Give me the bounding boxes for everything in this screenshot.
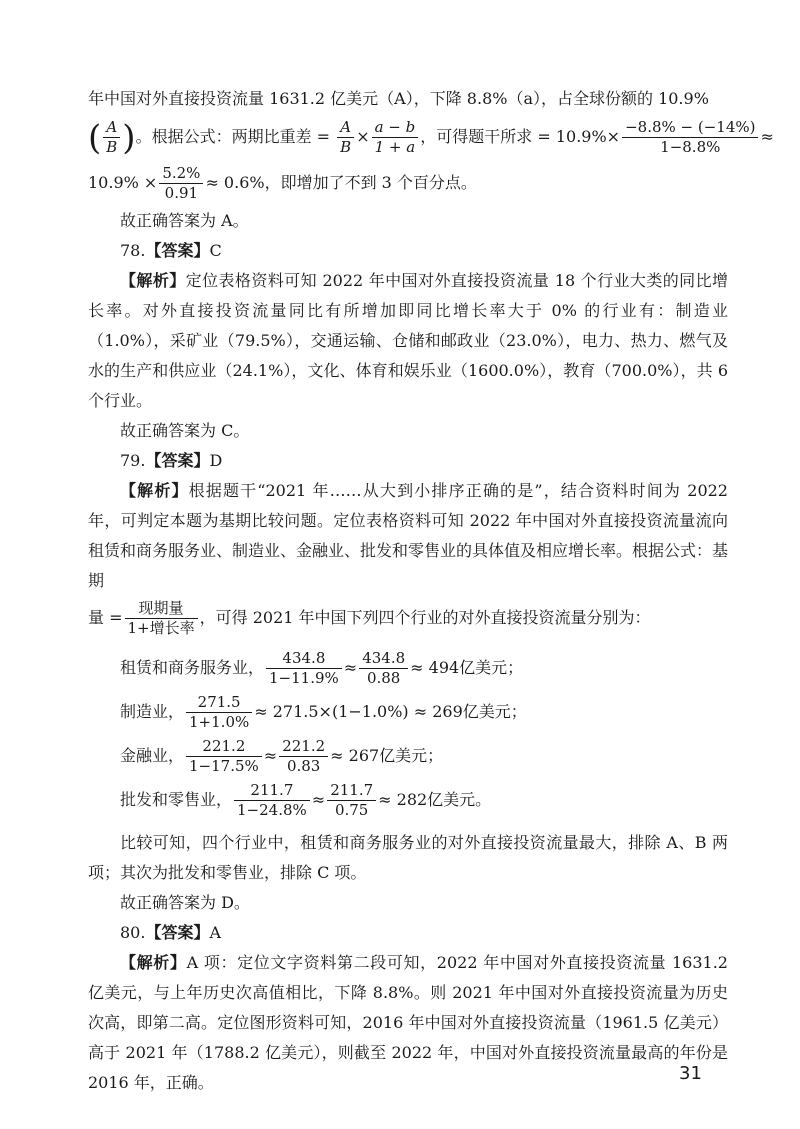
intro-l2-end: ≈ [760,127,774,146]
q79-answer: D [209,451,223,470]
q80-answer: A [209,923,222,942]
q79-jiexi-tag: 【解析】 [120,481,189,500]
ratio-a-over-b: $\frac{A}{B}$ [103,118,120,157]
document-page [88,84,774,1098]
calc-label: 金融业， [120,746,185,765]
intro-l2-prefix: 。根据公式：两期比重差 = [135,127,336,146]
intro-l3-post: ≈ 0.6%，即增加了不到 3 个百分点。 [205,173,477,192]
calc-result: ≈ 267亿美元； [330,746,444,765]
q78-number: 78. [120,241,146,260]
q78-jiexi-tag: 【解析】 [120,271,186,290]
calc-result: ≈ 271.5×(1−1.0%) ≈ 269亿美元； [254,702,527,721]
intro-line-3 [88,160,728,206]
q78-text: 定位表格资料可知 2022 年中国对外直接投资流量 18 个行业大类的同比增长率。对外直接投资流量同比有所增加即同比增长率大于 0% 的行业有：制造业（1.0%），采矿业（79.5%），交通运输、仓储和邮政业（23.0%），电力、热力、燃气及水的生产和供应业（24.1%），文化、体育和娱乐业（1600.0%），教育（700.0%），共 6 个行业。 [88,271,728,410]
q78-conclusion: 故正确答案为 C。 [120,421,250,440]
page-number: 31 [679,1063,702,1084]
calc-label: 批发和零售业， [120,790,233,809]
calc-row-leasing: 租赁和商务服务业， $\frac{434.8}{1-11.9\%}$ ≈ $\frac{434.8}{0.88}$ ≈ 494亿美元； [120,649,524,687]
formula-a-minus-b: $\frac{a - b}{1 + a}$ [372,118,419,157]
q79-formula-pre: 量 = [88,608,123,627]
q78-answer-tag: 【答案】 [145,241,210,260]
calc-fraction-2: $\frac{221.2}{0.83}$ [279,737,328,776]
q79-formula-post: ，可得 2021 年中国下列四个行业的对外直接投资流量分别为： [199,608,651,627]
q80-jiexi-tag: 【解析】 [120,953,187,972]
calc-row-wholesale: 批发和零售业， $\frac{211.7}{1-24.8\%}$ ≈ $\frac{211.7}{0.75}$ ≈ 282亿美元。 [120,781,492,819]
paren-left: ( [88,117,102,158]
calc-fraction-2: $\frac{211.7}{0.75}$ [327,781,376,820]
q79-analysis [88,476,728,596]
intro-conclusion: 故正确答案为 A。 [120,211,249,230]
calc-label: 租赁和商务服务业， [120,658,265,677]
q79-formula-fraction: $\frac{\text{现期量}}{\text{1+增长率}}$ [125,599,198,638]
q79-text: 根据题干“2021 年……从大到小排序正确的是”，结合资料时间为 2022 年，可判定本题为基期比较问题。定位表格资料可知 2022 年中国对外直接投资流量流向租赁和商务服务业、制造业、金融业、批发和零售业的具体值及相应增长率。根据公式：基期 [88,481,729,590]
q79-compare: 比较可知，四个行业中，租赁和商务服务业的对外直接投资流量最大，排除 A、B 两项；其次为批发和零售业，排除 C 项。 [88,833,728,882]
paren-right: ) [122,117,136,158]
q79-conclusion: 故正确答案为 D。 [120,893,250,912]
calc-result: ≈ 494亿美元； [410,658,524,677]
intro-l2-mid: ，可得题干所求 = 10.9%× [420,127,621,146]
q80-text: A 项：定位文字资料第二段可知，2022 年中国对外直接投资流量 1631.2 亿美元，与上年历史次高值相比，下降 8.8%。则 2021 年中国对外直接投资流量为历史次高，即第二高。定位图形资料可知，2016 年中国对外直接投资流量（1961.5 亿美元）高于 2021 年（1788.2 亿美元），则截至 2022 年，中国对外直接投资流量最高的年份是 2016 年，正确。 [88,953,728,1092]
intro-line-1: 年中国对外直接投资流量 1631.2 亿美元（A），下降 8.8%（a），占全球份额的 10.9% [88,89,709,108]
calc-fraction-1: $\frac{211.7}{1-24.8\%}$ [234,781,310,820]
q78-answer-line [88,236,728,266]
q79-number: 79. [120,451,146,470]
q79-answer-line [88,446,728,476]
q80-number: 80. [120,923,146,942]
calc-fraction-2: $\frac{434.8}{0.88}$ [359,649,408,688]
q78-answer: C [209,241,222,260]
calc-fraction-1: $\frac{221.2}{1-17.5\%}$ [186,737,262,776]
calc-result: ≈ 282亿美元。 [378,790,492,809]
intro-l2-fraction: $\frac{-8.8\% - (-14\%)}{1-8.8\%}$ [622,118,758,157]
q79-formula-line [88,596,728,640]
calc-row-finance: 金融业， $\frac{221.2}{1-17.5\%}$ ≈ $\frac{221.2}{0.83}$ ≈ 267亿美元； [120,737,444,775]
q80-answer-line [88,918,728,948]
q80-analysis [88,948,728,1098]
calc-fraction-1: $\frac{271.5}{1+1.0\%}$ [186,693,252,732]
q78-analysis [88,266,728,416]
intro-l3-pre: 10.9% × [88,173,158,192]
calc-fraction-1: $\frac{434.8}{1-11.9\%}$ [266,649,342,688]
q80-answer-tag: 【答案】 [145,923,210,942]
calc-label: 制造业， [120,702,185,721]
calc-row-manufacturing [120,690,728,734]
intro-line-2: ( $\frac{A}{B}$ )。根据公式：两期比重差 = $\frac{A}{B}$ × $\frac{a - b}{1 + a}$ ，可得题干所求 = 10.9%× $\frac{-8.8\% - (-14\%)}{1-8.8\%}$ ≈ [88,117,774,158]
q79-answer-tag: 【答案】 [145,451,210,470]
intro-l3-fraction: $\frac{5.2\%}{0.91}$ [159,164,203,203]
formula-a-over-b: $\frac{A}{B}$ [337,118,354,157]
